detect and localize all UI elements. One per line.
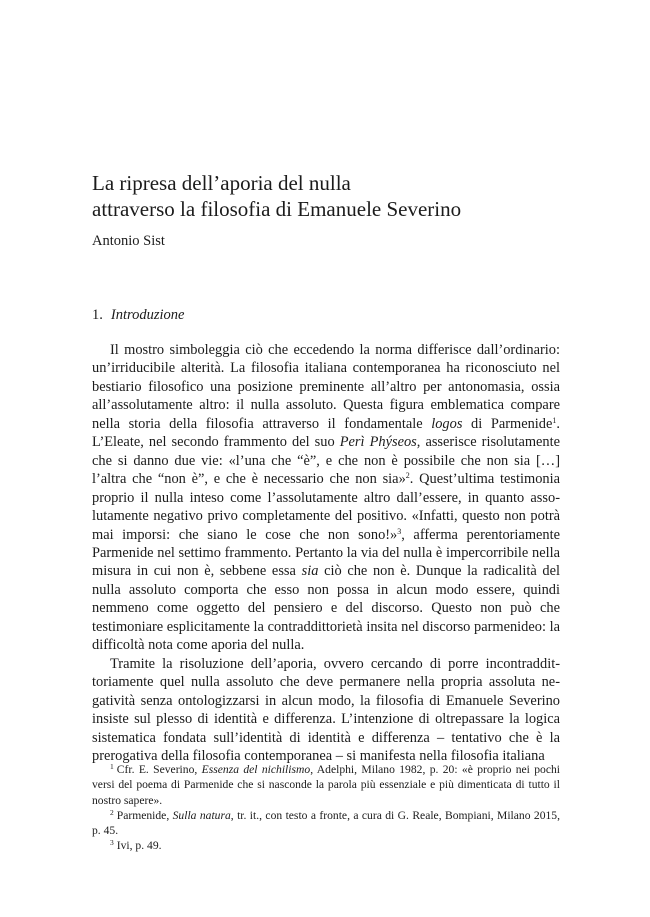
paragraph-1-text-b: di Parmenide [462,415,553,432]
paragraph-1-text-c: . L’Eleate, nel secondo frammento del suo [92,415,560,451]
footnote-ref-1[interactable]: 1 [552,415,557,425]
footnote-3 [92,838,560,853]
italic-logos: logos [431,415,463,432]
paragraph-1-text-a: Il mostro simboleggia ciò che eccedendo la norma differisce dall’ordinario: un’irriducibile alterità. La filosofia italiana contemporanea ha riconosciuto nel bestiario filosofico una posizione preminente all’altro per antonomasia, ossia all’assolutamente altro: il nulla assoluto. Questa figura emblematica compare nella storia della filosofia attraverso il fondamentale [92,342,560,432]
footnote-italic-title: Sulla natura [172,808,231,822]
italic-sia: sia [301,563,319,580]
chapter-title-line-2: attraverso la filosofia di Emanuele Severino [92,197,462,221]
footnote-2 [92,808,560,839]
chapter-title [92,170,572,222]
footnote-ref-3[interactable]: 3 [397,526,402,536]
footnote-number: 3 [110,838,114,848]
footnote-text: , tr. it., con testo a fronte, a cura di G. Reale, Bompiani, Milano 2015, p. 45. [92,808,560,838]
section-heading [92,305,184,325]
footnote-text: Parmenide, [116,808,173,822]
footnotes [92,762,560,854]
paragraph-1-text-e: . Quest’ultima testimonia proprio il nulla inteso come l’assolutamente altro dall’essere, in quanto assolutamente negativo privo completamente del positivo. «Infatti, questo non potrà mai imporsi: che siano le cose che non sono!» [92,471,560,543]
paragraph-1-text-d: , asserisce risolutamente che si danno due vie: «l’una che “è”, e che non è possibile che non sia […] l’altra che “non è”, e che è necessario che non sia» [92,434,560,488]
section-label: Introduzione [110,307,185,323]
body-text [92,341,560,765]
paragraph-1 [92,341,560,655]
paragraph-1-text-f: , afferma perentoriamente Parmenide nel settimo frammento. Pertanto la via del nulla è impercorribile nella misura in cui non è, sebbene essa [92,526,560,580]
footnote-text: , Adelphi, Milano 1982, p. 20: «è proprio nei pochi versi del poema di Parmenide che si nasconde la parola più essenziale e più dimenticata di tutto il nostro sapere». [92,763,561,807]
footnote-ref-2[interactable]: 2 [405,471,410,481]
footnote-number: 1 [110,762,114,771]
paragraph-1-text-g: ciò che non è. Dunque la radicalità del nulla assoluto comporta che esso non possa in alcun modo essere, quindi nemmeno come oggetto del pensiero e del discorso. Questo non può che testimoniare esplicitamente la contraddittorietà insita nel discorso parmenideo: la difficoltà nota come aporia del nulla. [92,563,560,654]
footnote-text: Cfr. E. Severino, [116,763,202,776]
footnote-text: Ivi, p. 49. [116,839,162,853]
author-name: Antonio Sist [92,233,165,249]
paragraph-2: Tramite la risoluzione dell’aporia, ovvero cercando di porre incontraddittoriamente quel nulla assoluto che deve permanere nella propria assoluta negatività senza ontologizzarsi in alcun modo, la filosofia di Emanuele Severino insiste sul plesso di identità e differenza. L’intenzione di oltrepassare la logica sistematica fondata sull’identità di identità e differenza – tentativo che è la prerogativa della filosofia contemporanea – si manifesta nella filosofia italiana [92,655,560,764]
footnote-italic-title: Essenza del nichilismo [201,763,311,776]
italic-peri-physeos: Perì Phýseos [339,434,417,451]
footnote-number: 2 [110,807,114,817]
chapter-title-line-1: La ripresa dell’aporia del nulla [92,171,351,195]
footnote-1 [92,762,560,808]
section-number: 1. [92,307,103,323]
